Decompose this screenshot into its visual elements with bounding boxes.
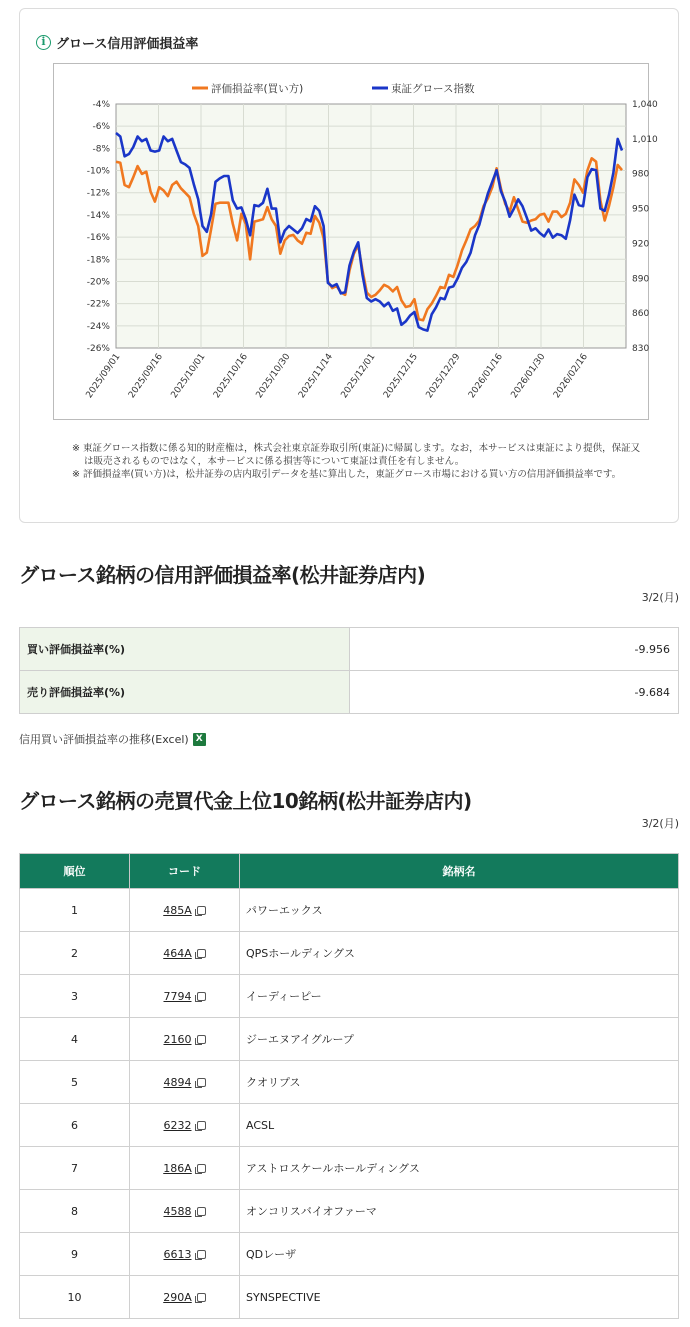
ranking-table [19, 853, 679, 1319]
y-left-tick-label: -12% [86, 188, 110, 199]
stock-code-link[interactable]: 6613 [163, 1247, 192, 1261]
copy-icon[interactable] [197, 992, 206, 1001]
stock-code-link[interactable]: 2160 [163, 1032, 192, 1046]
y-right-tick-label: 1,010 [632, 134, 658, 145]
x-tick-label: 2026/01/16 [467, 351, 505, 401]
copy-icon[interactable] [197, 949, 206, 958]
rank-cell: 8 [20, 1190, 130, 1233]
x-tick-label: 2025/12/01 [339, 351, 378, 401]
code-cell [130, 1147, 240, 1190]
code-cell [130, 1104, 240, 1147]
stock-name-cell: QDレーザ [240, 1233, 679, 1276]
stock-name-cell: クオリプス [240, 1061, 679, 1104]
y-right-tick-label: 830 [632, 344, 650, 354]
buy-rate-value: -9.956 [350, 628, 679, 671]
copy-icon[interactable] [197, 1035, 206, 1044]
legend-entry: 東証グロース指数 [391, 83, 475, 95]
x-tick-label: 2026/02/16 [552, 351, 590, 401]
y-right-tick-label: 860 [632, 309, 650, 320]
sell-rate-value: -9.684 [350, 671, 679, 714]
rank-cell: 1 [20, 889, 130, 932]
table-row [20, 1061, 679, 1104]
x-tick-label: 2025/10/01 [169, 351, 208, 401]
sell-rate-label: 売り評価損益率(%) [20, 671, 350, 714]
copy-icon[interactable] [197, 906, 206, 915]
note-definition: ※ 評価損益率(買い方)は，松井証券の店内取引データを基に算出した，東証グロース市場における買い方の信用評価損益率です。 [72, 469, 622, 480]
y-left-tick-label: -26% [86, 344, 110, 354]
excel-icon[interactable]: X [193, 733, 206, 746]
table-row [20, 1147, 679, 1190]
y-left-tick-label: -24% [86, 321, 110, 332]
stock-code-link[interactable]: 485A [163, 903, 192, 917]
info-icon[interactable]: i [36, 35, 51, 50]
legend-entry: 評価損益率(買い方) [211, 83, 304, 95]
stock-code-link[interactable]: 6232 [163, 1118, 192, 1132]
y-left-tick-label: -10% [86, 166, 110, 177]
x-tick-label: 2025/11/14 [297, 351, 335, 401]
note-copyright: ※ 東証グロース指数に係る知的財産権は，株式会社東京証券取引所(東証)に帰属します。なお，本サービスは東証により提供，保証又は販売されるものではなく，本サービスに係る損害等について東証は責任を有しません。 [72, 443, 641, 467]
x-tick-label: 2025/10/16 [212, 351, 250, 401]
table-row [20, 671, 679, 714]
x-tick-label: 2025/09/01 [84, 351, 123, 401]
stock-code-link[interactable]: 464A [163, 946, 192, 960]
panel-title [36, 33, 198, 52]
summary-title: グロース銘柄の信用評価損益率(松井証券店内) [19, 563, 426, 587]
x-tick-label: 2025/12/15 [382, 351, 420, 401]
code-cell [130, 932, 240, 975]
summary-table [19, 627, 679, 714]
stock-name-cell: SYNSPECTIVE [240, 1276, 679, 1319]
table-row [20, 1018, 679, 1061]
copy-icon[interactable] [197, 1121, 206, 1130]
code-cell [130, 1061, 240, 1104]
table-row [20, 1276, 679, 1319]
rank-cell: 10 [20, 1276, 130, 1319]
code-cell [130, 1018, 240, 1061]
rank-cell: 3 [20, 975, 130, 1018]
stock-code-link[interactable]: 186A [163, 1161, 192, 1175]
rank-cell: 9 [20, 1233, 130, 1276]
y-left-tick-label: -20% [86, 277, 110, 288]
rank-cell: 7 [20, 1147, 130, 1190]
copy-icon[interactable] [197, 1293, 206, 1302]
stock-name-cell: オンコリスバイオファーマ [240, 1190, 679, 1233]
code-cell [130, 975, 240, 1018]
header-name: 銘柄名 [240, 854, 679, 889]
stock-name-cell: QPSホールディングス [240, 932, 679, 975]
y-right-tick-label: 950 [632, 204, 650, 215]
y-left-tick-label: -14% [86, 210, 110, 221]
stock-name-cell: ジーエヌアイグループ [240, 1018, 679, 1061]
code-cell [130, 1233, 240, 1276]
table-row [20, 628, 679, 671]
table-header-row [20, 854, 679, 889]
rank-cell: 4 [20, 1018, 130, 1061]
ranking-title: グロース銘柄の売買代金上位10銘柄(松井証券店内) [19, 789, 472, 813]
stock-code-link[interactable]: 4588 [163, 1204, 192, 1218]
y-left-tick-label: -4% [92, 100, 110, 110]
y-right-tick-label: 920 [632, 239, 650, 250]
copy-icon[interactable] [197, 1207, 206, 1216]
code-cell [130, 889, 240, 932]
copy-icon[interactable] [197, 1078, 206, 1087]
stock-code-link[interactable]: 4894 [163, 1075, 192, 1089]
rank-cell: 2 [20, 932, 130, 975]
chart-notes [72, 442, 642, 481]
y-left-tick-label: -8% [92, 144, 110, 155]
x-tick-label: 2025/12/29 [424, 351, 463, 401]
excel-download-link[interactable] [19, 731, 206, 747]
panel-title-text: グロース信用評価損益率 [56, 37, 199, 52]
stock-name-cell: ACSL [240, 1104, 679, 1147]
buy-rate-label: 買い評価損益率(%) [20, 628, 350, 671]
chart-svg [54, 64, 658, 421]
rank-cell: 5 [20, 1061, 130, 1104]
y-left-tick-label: -18% [86, 255, 110, 266]
x-tick-label: 2025/10/30 [254, 351, 293, 401]
y-right-tick-label: 890 [632, 274, 650, 285]
chart [53, 63, 658, 420]
x-tick-label: 2026/01/30 [509, 351, 548, 401]
code-cell [130, 1276, 240, 1319]
x-tick-label: 2025/09/16 [127, 351, 165, 401]
y-left-tick-label: -16% [86, 233, 110, 244]
table-row [20, 1233, 679, 1276]
code-cell [130, 1190, 240, 1233]
copy-icon[interactable] [197, 1250, 206, 1259]
table-row [20, 1190, 679, 1233]
stock-name-cell: パワーエックス [240, 889, 679, 932]
table-row [20, 975, 679, 1018]
table-row [20, 932, 679, 975]
y-left-tick-label: -6% [92, 122, 110, 133]
table-row [20, 1104, 679, 1147]
chart-panel [19, 8, 679, 523]
y-left-tick-label: -22% [86, 299, 110, 310]
ranking-date: 3/2(月) [641, 817, 679, 830]
stock-name-cell: イーディーピー [240, 975, 679, 1018]
excel-link-text[interactable]: 信用買い評価損益率の推移(Excel) [19, 733, 189, 746]
summary-date: 3/2(月) [641, 591, 679, 604]
header-rank: 順位 [20, 854, 130, 889]
y-right-tick-label: 1,040 [632, 100, 658, 110]
y-right-tick-label: 980 [632, 169, 650, 180]
rank-cell: 6 [20, 1104, 130, 1147]
table-row [20, 889, 679, 932]
header-code: コード [130, 854, 240, 889]
stock-code-link[interactable]: 290A [163, 1290, 192, 1304]
stock-code-link[interactable]: 7794 [163, 989, 192, 1003]
stock-name-cell: アストロスケールホールディングス [240, 1147, 679, 1190]
copy-icon[interactable] [197, 1164, 206, 1173]
